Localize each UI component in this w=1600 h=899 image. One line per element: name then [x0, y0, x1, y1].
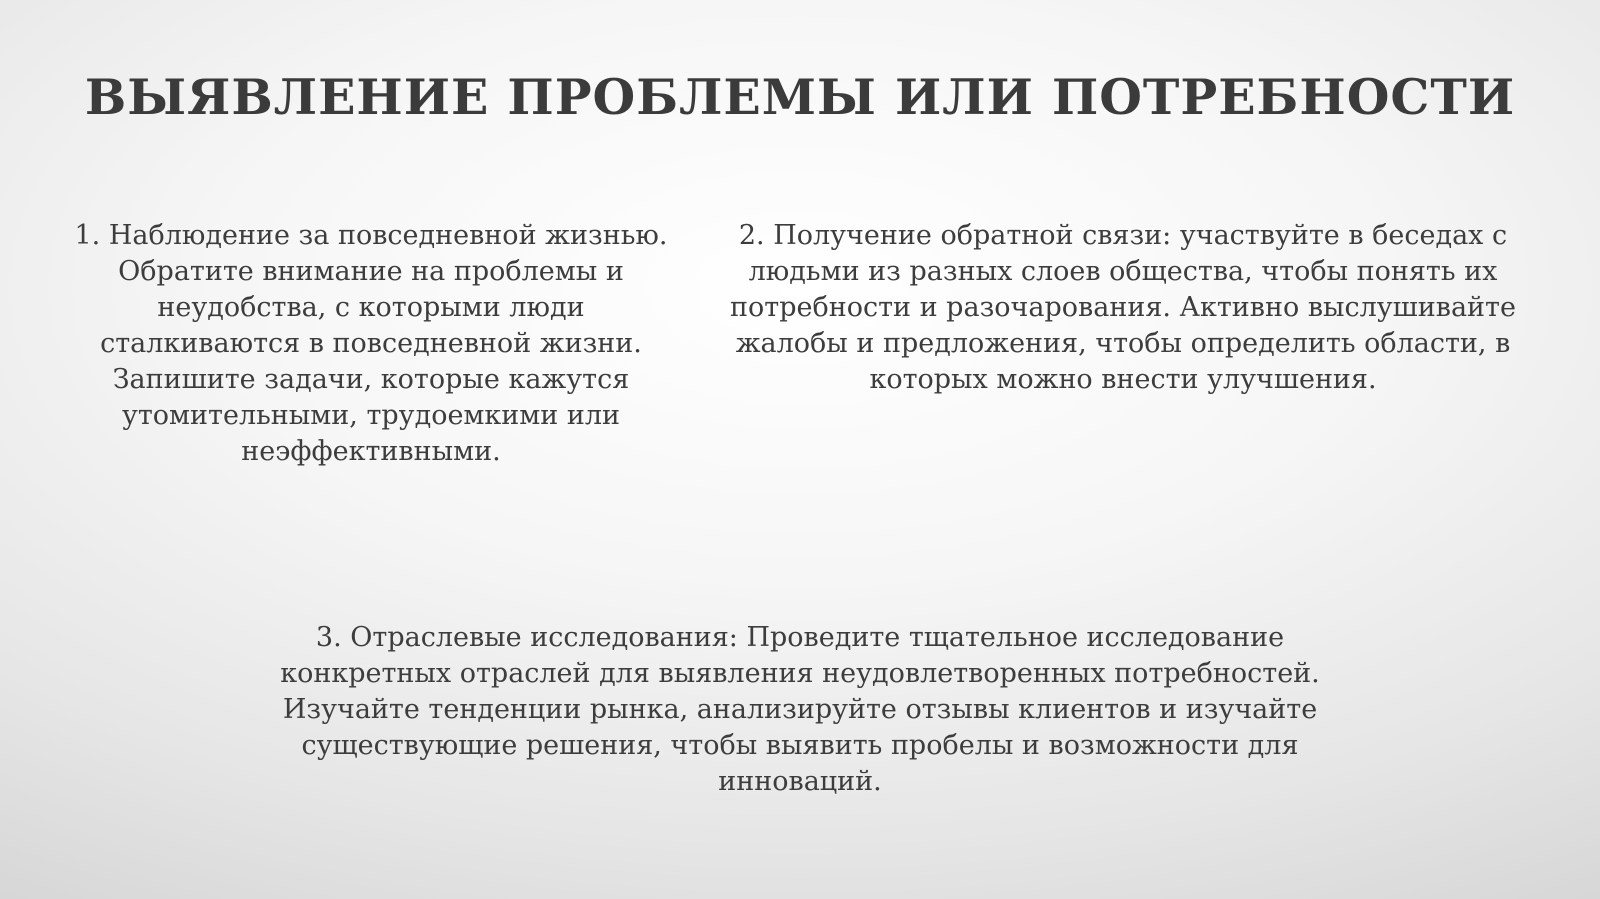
slide-title: ВЫЯВЛЕНИЕ ПРОБЛЕМЫ ИЛИ ПОТРЕБНОСТИ: [84, 68, 1516, 126]
text-block-industry-research: 3. Отраслевые исследования: Проведите тщательное исследование конкретных отраслей для выявления неудовлетворенных потребностей. Изучайте тенденции рынка, анализируйте отзывы клиентов и изучайте существующие решения, чтобы выявить пробелы и возможности для инноваций.: [280, 622, 1320, 797]
text-block-observation: 1. Наблюдение за повседневной жизнью. Обратите внимание на проблемы и неудобства, с которыми люди сталкиваются в повседневной жизни. Запишите задачи, которые кажутся утомительными, трудоемкими или неэффективными.: [74, 220, 668, 467]
text-block-feedback: 2. Получение обратной связи: участвуйте в беседах с людьми из разных слоев общества, чтобы понять их потребности и разочарования. Активно выслушивайте жалобы и предложения, чтобы определить области, в которых можно внести улучшения.: [730, 220, 1516, 395]
